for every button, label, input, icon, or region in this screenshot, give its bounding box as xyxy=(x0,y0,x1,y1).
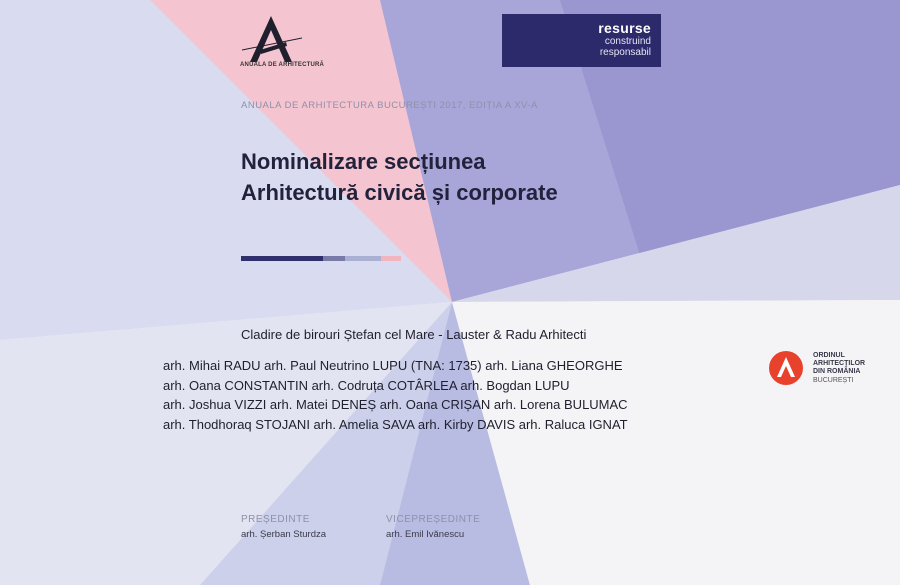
title-divider xyxy=(241,256,401,261)
divider-segment xyxy=(241,256,323,261)
president-label: PREȘEDINTE xyxy=(241,514,310,525)
authors-line: arh. Joshua VIZZI arh. Matei DENEȘ arh. Oana CRIȘAN arh. Lorena BULUMAC xyxy=(163,397,628,412)
divider-segment xyxy=(345,256,381,261)
authors-list xyxy=(163,356,628,434)
anuala-logo-text: ANUALA DE ARHITECTURĂ xyxy=(240,62,325,68)
diploma-title xyxy=(241,146,558,208)
divider-segment xyxy=(323,256,345,261)
resurse-tagline-1: construind xyxy=(604,36,651,47)
project-name: Cladire de birouri Ștefan cel Mare - Lauster & Radu Arhitecti xyxy=(241,327,587,342)
oar-name xyxy=(813,352,865,376)
resurse-tagline-2: responsabil xyxy=(599,47,651,58)
vice-president-label: VICEPREȘEDINTE xyxy=(386,514,481,525)
oar-line-1: ORDINUL xyxy=(813,352,845,359)
divider-segment xyxy=(381,256,401,261)
authors-line: arh. Thodhoraq STOJANI arh. Amelia SAVA arh. Kirby DAVIS arh. Raluca IGNAT xyxy=(163,416,628,432)
vice-president-name: arh. Emil Ivănescu xyxy=(386,529,465,540)
resurse-brand: resurse xyxy=(598,20,651,36)
oar-city: BUCUREȘTI xyxy=(813,377,854,384)
authors-line: arh. Oana CONSTANTIN arh. Codruța COTÂRLEA arh. Bogdan LUPU xyxy=(163,377,570,393)
title-line-1: Nominalizare secțiunea xyxy=(241,149,486,174)
oar-line-2: ARHITECȚILOR xyxy=(813,360,866,367)
oar-line-3: DIN ROMÂNIA xyxy=(813,368,861,375)
edition-subtitle: ANUALA DE ARHITECTURA BUCUREȘTI 2017, EDIȚIA A XV-A xyxy=(241,100,538,111)
president-name: arh. Șerban Sturdza xyxy=(241,529,327,540)
resurse-sponsor-logo xyxy=(502,14,661,67)
title-line-2: Arhitectură civică și corporate xyxy=(241,180,558,205)
authors-line: arh. Mihai RADU arh. Paul Neutrino LUPU (TNA: 1735) arh. Liana GHEORGHE xyxy=(163,358,623,373)
oar-logo-icon xyxy=(768,350,804,386)
